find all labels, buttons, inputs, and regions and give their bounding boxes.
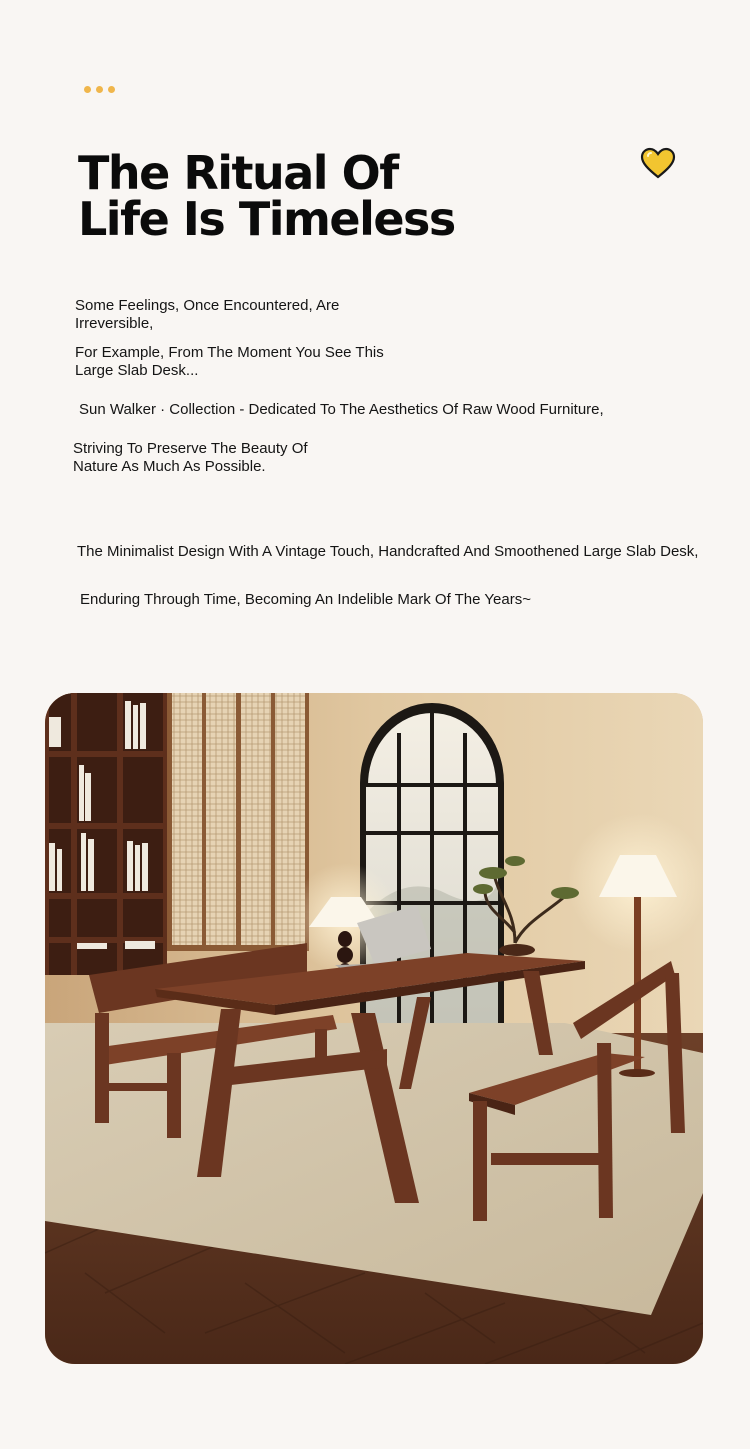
design-paragraph: The Minimalist Design With A Vintage Touch, Handcrafted And Smoothened Large Slab Desk, (77, 543, 699, 560)
intro-p2-line-1: For Example, From The Moment You See This (75, 344, 384, 361)
nature-line-1: Striving To Preserve The Beauty Of (73, 440, 308, 457)
title-line-1: The Ritual Of (78, 146, 398, 200)
title-line-2: Life Is Timeless (78, 192, 455, 246)
page-title (78, 146, 455, 246)
cane-cabinet (167, 693, 309, 951)
enduring-paragraph: Enduring Through Time, Becoming An Indelible Mark Of The Years~ (80, 591, 531, 608)
bookshelf (45, 693, 167, 975)
intro-p2-line-2: Large Slab Desk... (75, 362, 199, 379)
product-photo (45, 693, 703, 1364)
nature-line-2: Nature As Much As Possible. (73, 458, 266, 475)
intro-p1-line-2: Irreversible, (75, 315, 154, 332)
intro-paragraph-1 (75, 297, 339, 333)
collection-paragraph: Sun Walker · Collection - Dedicated To The Aesthetics Of Raw Wood Furniture, (79, 401, 604, 418)
intro-p1-line-1: Some Feelings, Once Encountered, Are (75, 297, 340, 314)
three-dots-icon (84, 86, 115, 93)
nature-paragraph (73, 440, 308, 476)
heart-icon (640, 147, 676, 179)
intro-paragraph-2 (75, 344, 384, 380)
